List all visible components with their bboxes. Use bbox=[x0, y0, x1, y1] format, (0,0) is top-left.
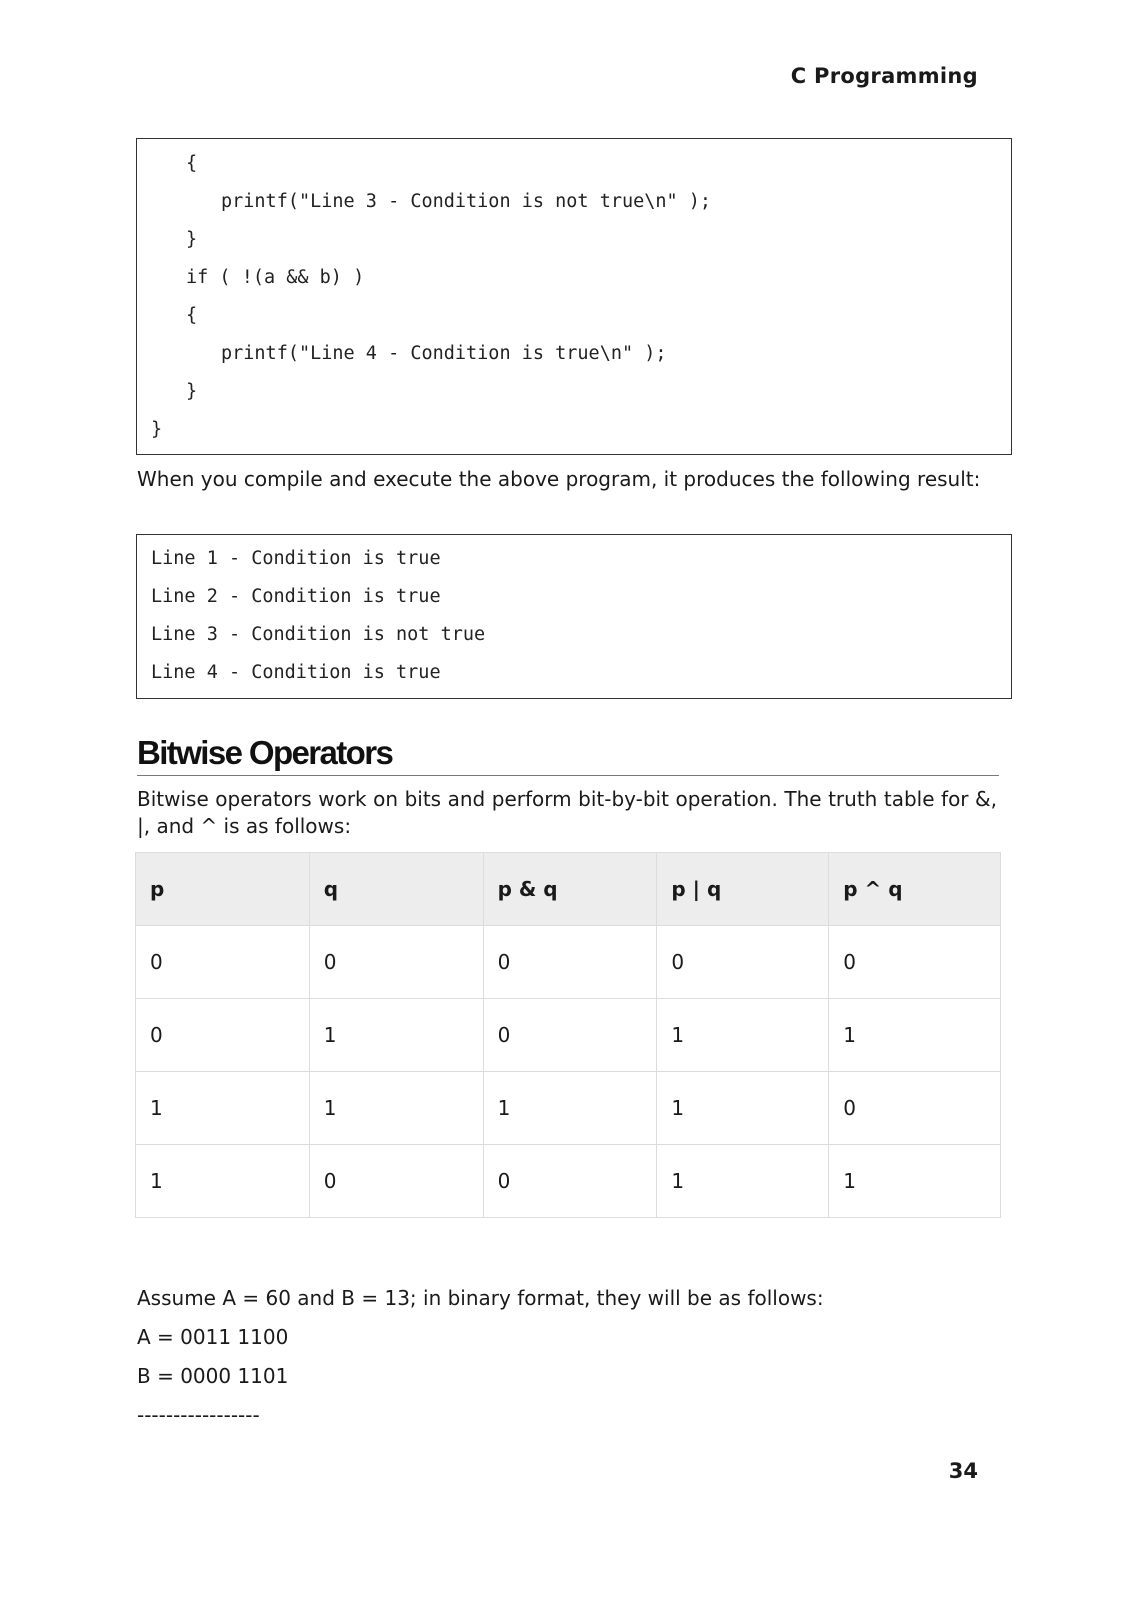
column-header: p & q bbox=[483, 853, 657, 926]
separator-line: ----------------- bbox=[137, 1403, 260, 1427]
code-line: } bbox=[186, 229, 198, 250]
table-cell: 1 bbox=[829, 999, 1001, 1072]
code-line: } bbox=[151, 419, 163, 440]
code-line: if ( !(a && b) ) bbox=[186, 267, 365, 288]
output-line: Line 2 - Condition is true bbox=[151, 586, 441, 607]
table-cell: 1 bbox=[136, 1072, 310, 1145]
code-block bbox=[136, 138, 1012, 455]
table-cell: 1 bbox=[483, 1072, 657, 1145]
code-line: printf("Line 3 - Condition is not true\n" ); bbox=[221, 191, 712, 212]
table-cell: 1 bbox=[136, 1145, 310, 1218]
output-line: Line 4 - Condition is true bbox=[151, 662, 441, 683]
table-row bbox=[136, 1072, 1001, 1145]
table-row bbox=[136, 1145, 1001, 1218]
table-row bbox=[136, 926, 1001, 999]
table-cell: 0 bbox=[829, 926, 1001, 999]
table-cell: 0 bbox=[483, 999, 657, 1072]
column-header: p | q bbox=[657, 853, 829, 926]
table-header-row bbox=[136, 853, 1001, 926]
table-cell: 1 bbox=[657, 1072, 829, 1145]
column-header: p ^ q bbox=[829, 853, 1001, 926]
output-block bbox=[136, 534, 1012, 699]
table-cell: 1 bbox=[657, 999, 829, 1072]
output-line: Line 3 - Condition is not true bbox=[151, 624, 486, 645]
table-cell: 0 bbox=[136, 999, 310, 1072]
table-cell: 0 bbox=[136, 926, 310, 999]
binary-b-line: B = 0000 1101 bbox=[137, 1364, 289, 1388]
table-cell: 0 bbox=[657, 926, 829, 999]
output-line: Line 1 - Condition is true bbox=[151, 548, 441, 569]
table-cell: 1 bbox=[657, 1145, 829, 1218]
table-cell: 0 bbox=[483, 1145, 657, 1218]
table-row bbox=[136, 999, 1001, 1072]
table-cell: 1 bbox=[309, 999, 483, 1072]
page-number: 34 bbox=[948, 1459, 978, 1483]
column-header: q bbox=[309, 853, 483, 926]
code-line: } bbox=[186, 381, 198, 402]
table-cell: 0 bbox=[483, 926, 657, 999]
truth-table bbox=[135, 852, 1001, 1218]
column-header: p bbox=[136, 853, 310, 926]
section-intro: Bitwise operators work on bits and perform bit-by-bit operation. The truth table for &, |, and ^ is as follows: bbox=[137, 787, 997, 838]
code-line: { bbox=[186, 153, 198, 174]
binary-a-line: A = 0011 1100 bbox=[137, 1325, 289, 1349]
table-cell: 0 bbox=[309, 1145, 483, 1218]
section-heading: Bitwise Operators bbox=[137, 732, 999, 776]
code-line: printf("Line 4 - Condition is true\n" ); bbox=[221, 343, 667, 364]
table-cell: 1 bbox=[829, 1145, 1001, 1218]
table-cell: 1 bbox=[309, 1072, 483, 1145]
code-line: { bbox=[186, 305, 198, 326]
table-cell: 0 bbox=[829, 1072, 1001, 1145]
running-head-title: C Programming bbox=[790, 64, 978, 88]
table-cell: 0 bbox=[309, 926, 483, 999]
compile-description: When you compile and execute the above program, it produces the following result: bbox=[137, 467, 981, 491]
assume-text: Assume A = 60 and B = 13; in binary format, they will be as follows: bbox=[137, 1286, 824, 1310]
